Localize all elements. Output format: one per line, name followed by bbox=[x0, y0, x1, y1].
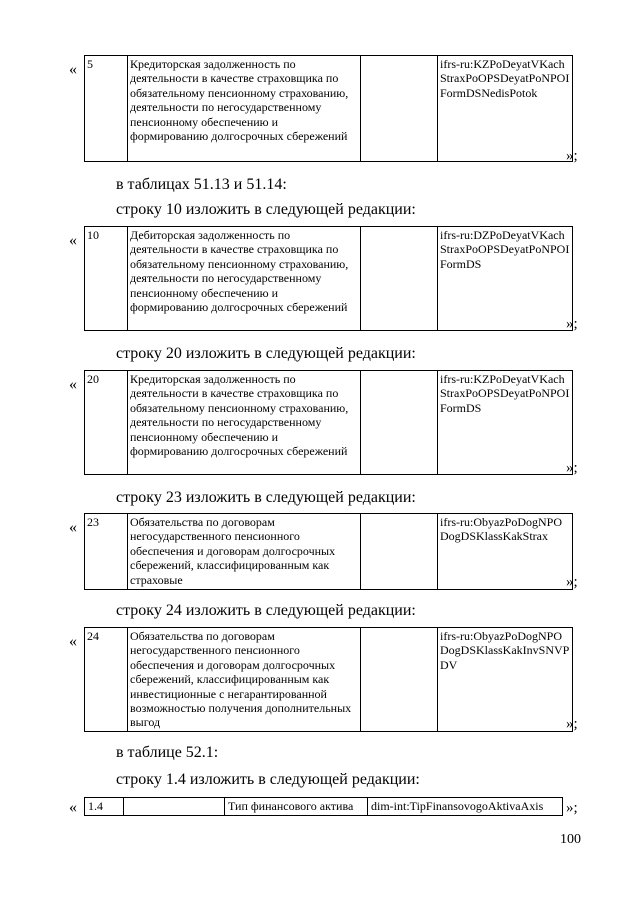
opening-quote: « bbox=[69, 633, 77, 650]
opening-quote: « bbox=[69, 519, 77, 536]
instruction-text: строку 1.4 изложить в следующей редакции: bbox=[116, 771, 420, 788]
instruction-text: в таблицах 51.13 и 51.14: bbox=[116, 176, 287, 193]
row-label: Тип финансового актива bbox=[225, 798, 368, 816]
page-number: 100 bbox=[560, 832, 581, 847]
taxonomy-code: ifrs-ru:ObyazPoDogNPODogDSKlassKakInvSNVPDV bbox=[438, 628, 573, 732]
taxonomy-code: ifrs-ru:KZPoDeyatVKachStraxPoOPSDeyatPoNPOIFormDSNedisPotok bbox=[438, 56, 573, 162]
record-table-row-23 bbox=[84, 513, 573, 590]
row-description: Обязательства по договорам негосударственного пенсионного обеспечения и договорам долгосрочных сбережений, классифицированным как страховые bbox=[128, 514, 361, 590]
taxonomy-code: ifrs-ru:ObyazPoDogNPODogDSKlassKakStrax bbox=[438, 514, 573, 590]
row-number: 20 bbox=[85, 371, 128, 475]
opening-quote: « bbox=[69, 376, 77, 393]
instruction-text: строку 10 изложить в следующей редакции: bbox=[116, 201, 416, 218]
row-number: 1.4 bbox=[85, 798, 124, 816]
row-number: 23 bbox=[85, 514, 128, 590]
instruction-text: строку 20 изложить в следующей редакции: bbox=[116, 345, 416, 362]
empty-cell bbox=[361, 56, 438, 162]
record-table-row-10 bbox=[84, 226, 573, 331]
record-table-row-1-4 bbox=[84, 797, 563, 816]
instruction-text: в таблице 52.1: bbox=[116, 744, 219, 761]
closing-quote: »; bbox=[566, 148, 578, 164]
opening-quote: « bbox=[69, 232, 77, 249]
taxonomy-code: ifrs-ru:KZPoDeyatVKachStraxPoOPSDeyatPoNPOIFormDS bbox=[438, 371, 573, 475]
closing-quote: »; bbox=[566, 316, 578, 332]
empty-cell bbox=[361, 628, 438, 732]
closing-quote: »; bbox=[566, 460, 578, 476]
row-description: Обязательства по договорам негосударственного пенсионного обеспечения и договорам долгосрочных сбережений, классифицированным как инвестиционные с негарантированной возможностью получения дополнительных выгод bbox=[128, 628, 361, 732]
instruction-text: строку 24 изложить в следующей редакции: bbox=[116, 602, 416, 619]
axis-code: dim-int:TipFinansovogoAktivaAxis bbox=[368, 798, 563, 816]
row-description: Кредиторская задолженность по деятельности в качестве страховщика по обязательному пенсионному страхованию, деятельности по негосударственному пенсионному обеспечению и формированию долгосрочных сбережений bbox=[128, 371, 361, 475]
empty-cell bbox=[361, 227, 438, 331]
row-number: 10 bbox=[85, 227, 128, 331]
empty-cell bbox=[124, 798, 225, 816]
row-number: 5 bbox=[85, 56, 128, 162]
record-table-row-24 bbox=[84, 627, 573, 732]
empty-cell bbox=[361, 514, 438, 590]
closing-quote: »; bbox=[566, 800, 578, 816]
opening-quote: « bbox=[69, 799, 77, 816]
instruction-text: строку 23 изложить в следующей редакции: bbox=[116, 489, 416, 506]
record-table-row-5 bbox=[84, 55, 573, 162]
closing-quote: »; bbox=[566, 574, 578, 590]
row-description: Кредиторская задолженность по деятельности в качестве страховщика по обязательному пенсионному страхованию, деятельности по негосударственному пенсионному обеспечению и формированию долгосрочных сбережений bbox=[128, 56, 361, 162]
taxonomy-code: ifrs-ru:DZPoDeyatVKachStraxPoOPSDeyatPoNPOIFormDS bbox=[438, 227, 573, 331]
closing-quote: »; bbox=[566, 716, 578, 732]
record-table-row-20 bbox=[84, 370, 573, 475]
opening-quote: « bbox=[69, 61, 77, 78]
row-number: 24 bbox=[85, 628, 128, 732]
empty-cell bbox=[361, 371, 438, 475]
row-description: Дебиторская задолженность по деятельности в качестве страховщика по обязательному пенсионному страхованию, деятельности по негосударственному пенсионному обеспечению и формированию долгосрочных сбережений bbox=[128, 227, 361, 331]
